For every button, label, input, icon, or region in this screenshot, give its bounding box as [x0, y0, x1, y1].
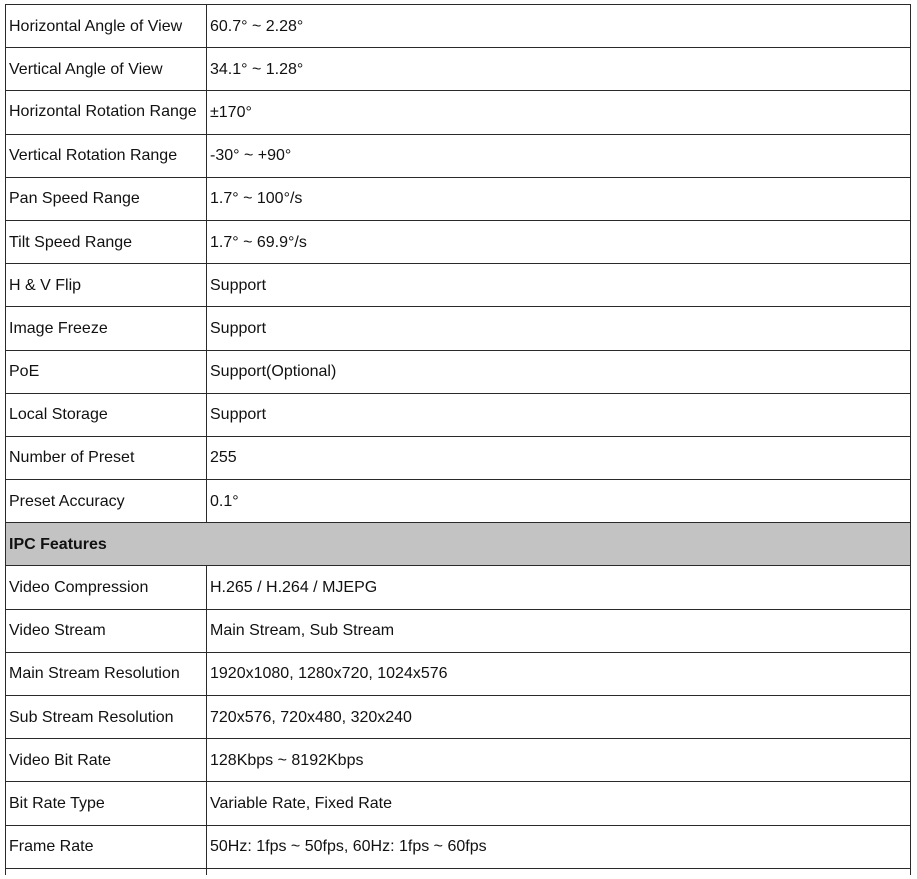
spec-row-bit-rate-type	[6, 782, 911, 825]
spec-label: Horizontal Angle of View	[6, 5, 207, 48]
spec-label: Local Storage	[6, 393, 207, 436]
spec-value: 255	[207, 436, 911, 479]
spec-value: Support(Optional)	[207, 350, 911, 393]
spec-value: 1.7° ~ 100°/s	[207, 177, 911, 220]
spec-value: Support	[207, 393, 911, 436]
spec-row-frame-rate	[6, 825, 911, 868]
spec-label: Number of Preset	[6, 436, 207, 479]
spec-row-vertical-angle-of-view	[6, 48, 911, 91]
spec-row-poe	[6, 350, 911, 393]
spec-label: Frame Rate	[6, 825, 207, 868]
spec-row-vertical-rotation-range	[6, 134, 911, 177]
spec-label: Bit Rate Type	[6, 782, 207, 825]
spec-row-video-stream	[6, 609, 911, 652]
spec-label: Preset Accuracy	[6, 480, 207, 523]
section-title: IPC Features	[6, 523, 911, 566]
spec-label: Vertical Angle of View	[6, 48, 207, 91]
spec-row-tilt-speed-range	[6, 220, 911, 263]
spec-value: 1920x1080, 1280x720, 1024x576	[207, 652, 911, 695]
spec-row-horizontal-rotation-range	[6, 91, 911, 134]
spec-label: PoE	[6, 350, 207, 393]
spec-table	[5, 4, 911, 875]
spec-row-image-freeze	[6, 307, 911, 350]
spec-label: Video Compression	[6, 566, 207, 609]
spec-label: Pan Speed Range	[6, 177, 207, 220]
spec-label: Horizontal Rotation Range	[6, 91, 207, 134]
spec-value: 34.1° ~ 1.28°	[207, 48, 911, 91]
spec-value: 50Hz: 1fps ~ 50fps, 60Hz: 1fps ~ 60fps	[207, 825, 911, 868]
spec-value: ±170°	[207, 91, 911, 134]
spec-row-horizontal-angle-of-view	[6, 5, 911, 48]
spec-label: Image Freeze	[6, 307, 207, 350]
spec-value: H.265 / H.264 / MJEPG	[207, 566, 911, 609]
spec-value-empty	[207, 868, 911, 875]
spec-row-pan-speed-range	[6, 177, 911, 220]
spec-row-local-storage	[6, 393, 911, 436]
spec-label: Sub Stream Resolution	[6, 696, 207, 739]
section-header-ipc-features	[6, 523, 911, 566]
spec-row-video-bit-rate	[6, 739, 911, 782]
spec-label: Video Bit Rate	[6, 739, 207, 782]
spec-value: Support	[207, 307, 911, 350]
spec-label: Tilt Speed Range	[6, 220, 207, 263]
spec-row-number-of-preset	[6, 436, 911, 479]
spec-label: Vertical Rotation Range	[6, 134, 207, 177]
spec-row-continued	[6, 868, 911, 875]
spec-row-h-v-flip	[6, 264, 911, 307]
spec-value: Variable Rate, Fixed Rate	[207, 782, 911, 825]
spec-value: 0.1°	[207, 480, 911, 523]
spec-label: Main Stream Resolution	[6, 652, 207, 695]
spec-row-sub-stream-resolution	[6, 696, 911, 739]
spec-value: 128Kbps ~ 8192Kbps	[207, 739, 911, 782]
spec-value: 720x576, 720x480, 320x240	[207, 696, 911, 739]
spec-label-empty	[6, 868, 207, 875]
spec-label: Video Stream	[6, 609, 207, 652]
spec-row-preset-accuracy	[6, 480, 911, 523]
spec-row-main-stream-resolution	[6, 652, 911, 695]
spec-row-video-compression	[6, 566, 911, 609]
spec-value: Support	[207, 264, 911, 307]
spec-value: 1.7° ~ 69.9°/s	[207, 220, 911, 263]
spec-value: Main Stream, Sub Stream	[207, 609, 911, 652]
spec-value: -30° ~ +90°	[207, 134, 911, 177]
spec-value: 60.7° ~ 2.28°	[207, 5, 911, 48]
spec-label: H & V Flip	[6, 264, 207, 307]
